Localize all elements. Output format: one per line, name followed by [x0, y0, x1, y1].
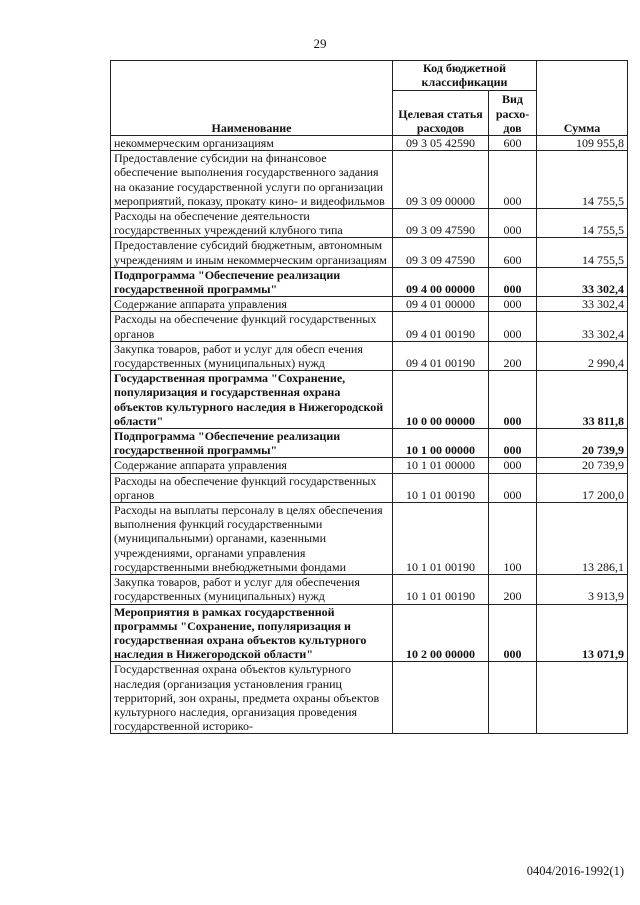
row-name: Закупка товаров, работ и услуг для обесп ечения государственных (муниципальных) нужд	[111, 341, 393, 370]
table-row	[111, 473, 628, 502]
row-expense-type: 000	[489, 429, 537, 458]
row-target-code: 10 1 01 00190	[393, 575, 489, 604]
budget-table	[110, 60, 628, 734]
row-expense-type: 000	[489, 371, 537, 429]
row-expense-type: 600	[489, 238, 537, 267]
table-row	[111, 297, 628, 312]
table-row	[111, 575, 628, 604]
row-target-code: 10 1 01 00190	[393, 473, 489, 502]
row-sum: 20 739,9	[537, 458, 628, 473]
row-target-code: 09 4 01 00190	[393, 341, 489, 370]
table-row	[111, 604, 628, 662]
row-expense-type: 000	[489, 151, 537, 209]
row-target-code: 09 3 09 47590	[393, 238, 489, 267]
table-row	[111, 371, 628, 429]
row-target-code: 10 1 01 00000	[393, 458, 489, 473]
row-name: Подпрограмма "Обеспечение реализации государственной программы"	[111, 267, 393, 296]
row-name: Государственная охрана объектов культурного наследия (организация установления границ территорий, зон охраны, предмета охраны объектов культурного наследия, организация проведения государственной историко-	[111, 662, 393, 734]
row-target-code	[393, 662, 489, 734]
row-name: Предоставление субсидии на финансовое обеспечение выполнения государственного задания на оказание государственной услуги по организации мероприятий, показу, прокату кино- и видеофильмов	[111, 151, 393, 209]
row-sum: 109 955,8	[537, 136, 628, 151]
header-name: Наименование	[111, 61, 393, 136]
row-name: Содержание аппарата управления	[111, 458, 393, 473]
table-row	[111, 662, 628, 734]
row-expense-type: 000	[489, 297, 537, 312]
row-target-code: 09 3 09 47590	[393, 209, 489, 238]
row-expense-type: 600	[489, 136, 537, 151]
row-name: Расходы на выплаты персоналу в целях обеспечения выполнения функций государственными (муниципальными) органами, казенными учреждениями, органами управления государственными внебюджетными фондами	[111, 503, 393, 575]
row-name: Закупка товаров, работ и услуг для обеспечения государственных (муниципальных) нужд	[111, 575, 393, 604]
row-sum: 14 755,5	[537, 209, 628, 238]
row-name: Государственная программа "Сохранение, популяризация и государственная охрана объектов культурного наследия в Нижегородской области"	[111, 371, 393, 429]
row-expense-type	[489, 662, 537, 734]
row-sum: 13 286,1	[537, 503, 628, 575]
row-target-code: 09 4 01 00000	[393, 297, 489, 312]
row-name: некоммерческим организациям	[111, 136, 393, 151]
row-sum: 2 990,4	[537, 341, 628, 370]
row-name: Предоставление субсидий бюджетным, автономным учреждениям и иным некоммерческим организациям	[111, 238, 393, 267]
row-name: Содержание аппарата управления	[111, 297, 393, 312]
row-sum: 20 739,9	[537, 429, 628, 458]
header-sum: Сумма	[537, 61, 628, 136]
row-target-code: 10 0 00 00000	[393, 371, 489, 429]
row-name: Мероприятия в рамках государственной программы "Сохранение, популяризация и государственная охрана объектов культурного наследия в Нижегородской области"	[111, 604, 393, 662]
row-sum: 3 913,9	[537, 575, 628, 604]
table-body	[111, 136, 628, 734]
table-row	[111, 136, 628, 151]
row-expense-type: 100	[489, 503, 537, 575]
header-target-article: Целевая статья расходов	[393, 91, 489, 136]
row-target-code: 10 1 01 00190	[393, 503, 489, 575]
row-sum: 14 755,5	[537, 238, 628, 267]
row-sum	[537, 662, 628, 734]
table-row	[111, 503, 628, 575]
row-sum: 33 302,4	[537, 312, 628, 341]
row-target-code: 09 3 09 00000	[393, 151, 489, 209]
table-row	[111, 267, 628, 296]
page-number: 29	[313, 36, 327, 51]
row-name: Расходы на обеспечение функций государственных органов	[111, 312, 393, 341]
row-sum: 14 755,5	[537, 151, 628, 209]
row-expense-type: 200	[489, 341, 537, 370]
table-row	[111, 458, 628, 473]
table-row	[111, 341, 628, 370]
header-classification: Код бюджетной классификации	[393, 61, 537, 91]
row-sum: 17 200,0	[537, 473, 628, 502]
row-expense-type: 000	[489, 267, 537, 296]
row-name: Расходы на обеспечение функций государственных органов	[111, 473, 393, 502]
row-sum: 13 071,9	[537, 604, 628, 662]
row-target-code: 10 2 00 00000	[393, 604, 489, 662]
row-expense-type: 000	[489, 209, 537, 238]
row-expense-type: 000	[489, 312, 537, 341]
table-row	[111, 429, 628, 458]
row-expense-type: 000	[489, 473, 537, 502]
row-name: Подпрограмма "Обеспечение реализации государственной программы"	[111, 429, 393, 458]
table-row	[111, 209, 628, 238]
table-row	[111, 151, 628, 209]
row-sum: 33 302,4	[537, 297, 628, 312]
row-sum: 33 811,8	[537, 371, 628, 429]
row-sum: 33 302,4	[537, 267, 628, 296]
row-name: Расходы на обеспечение деятельности государственных учреждений клубного типа	[111, 209, 393, 238]
table-row	[111, 238, 628, 267]
row-expense-type: 200	[489, 575, 537, 604]
row-target-code: 09 3 05 42590	[393, 136, 489, 151]
row-expense-type: 000	[489, 604, 537, 662]
document-code: 0404/2016-1992(1)	[526, 864, 624, 878]
row-target-code: 09 4 01 00190	[393, 312, 489, 341]
row-target-code: 09 4 00 00000	[393, 267, 489, 296]
header-expense-type: Вид расхо-дов	[489, 91, 537, 136]
row-expense-type: 000	[489, 458, 537, 473]
row-target-code: 10 1 00 00000	[393, 429, 489, 458]
table-row	[111, 312, 628, 341]
